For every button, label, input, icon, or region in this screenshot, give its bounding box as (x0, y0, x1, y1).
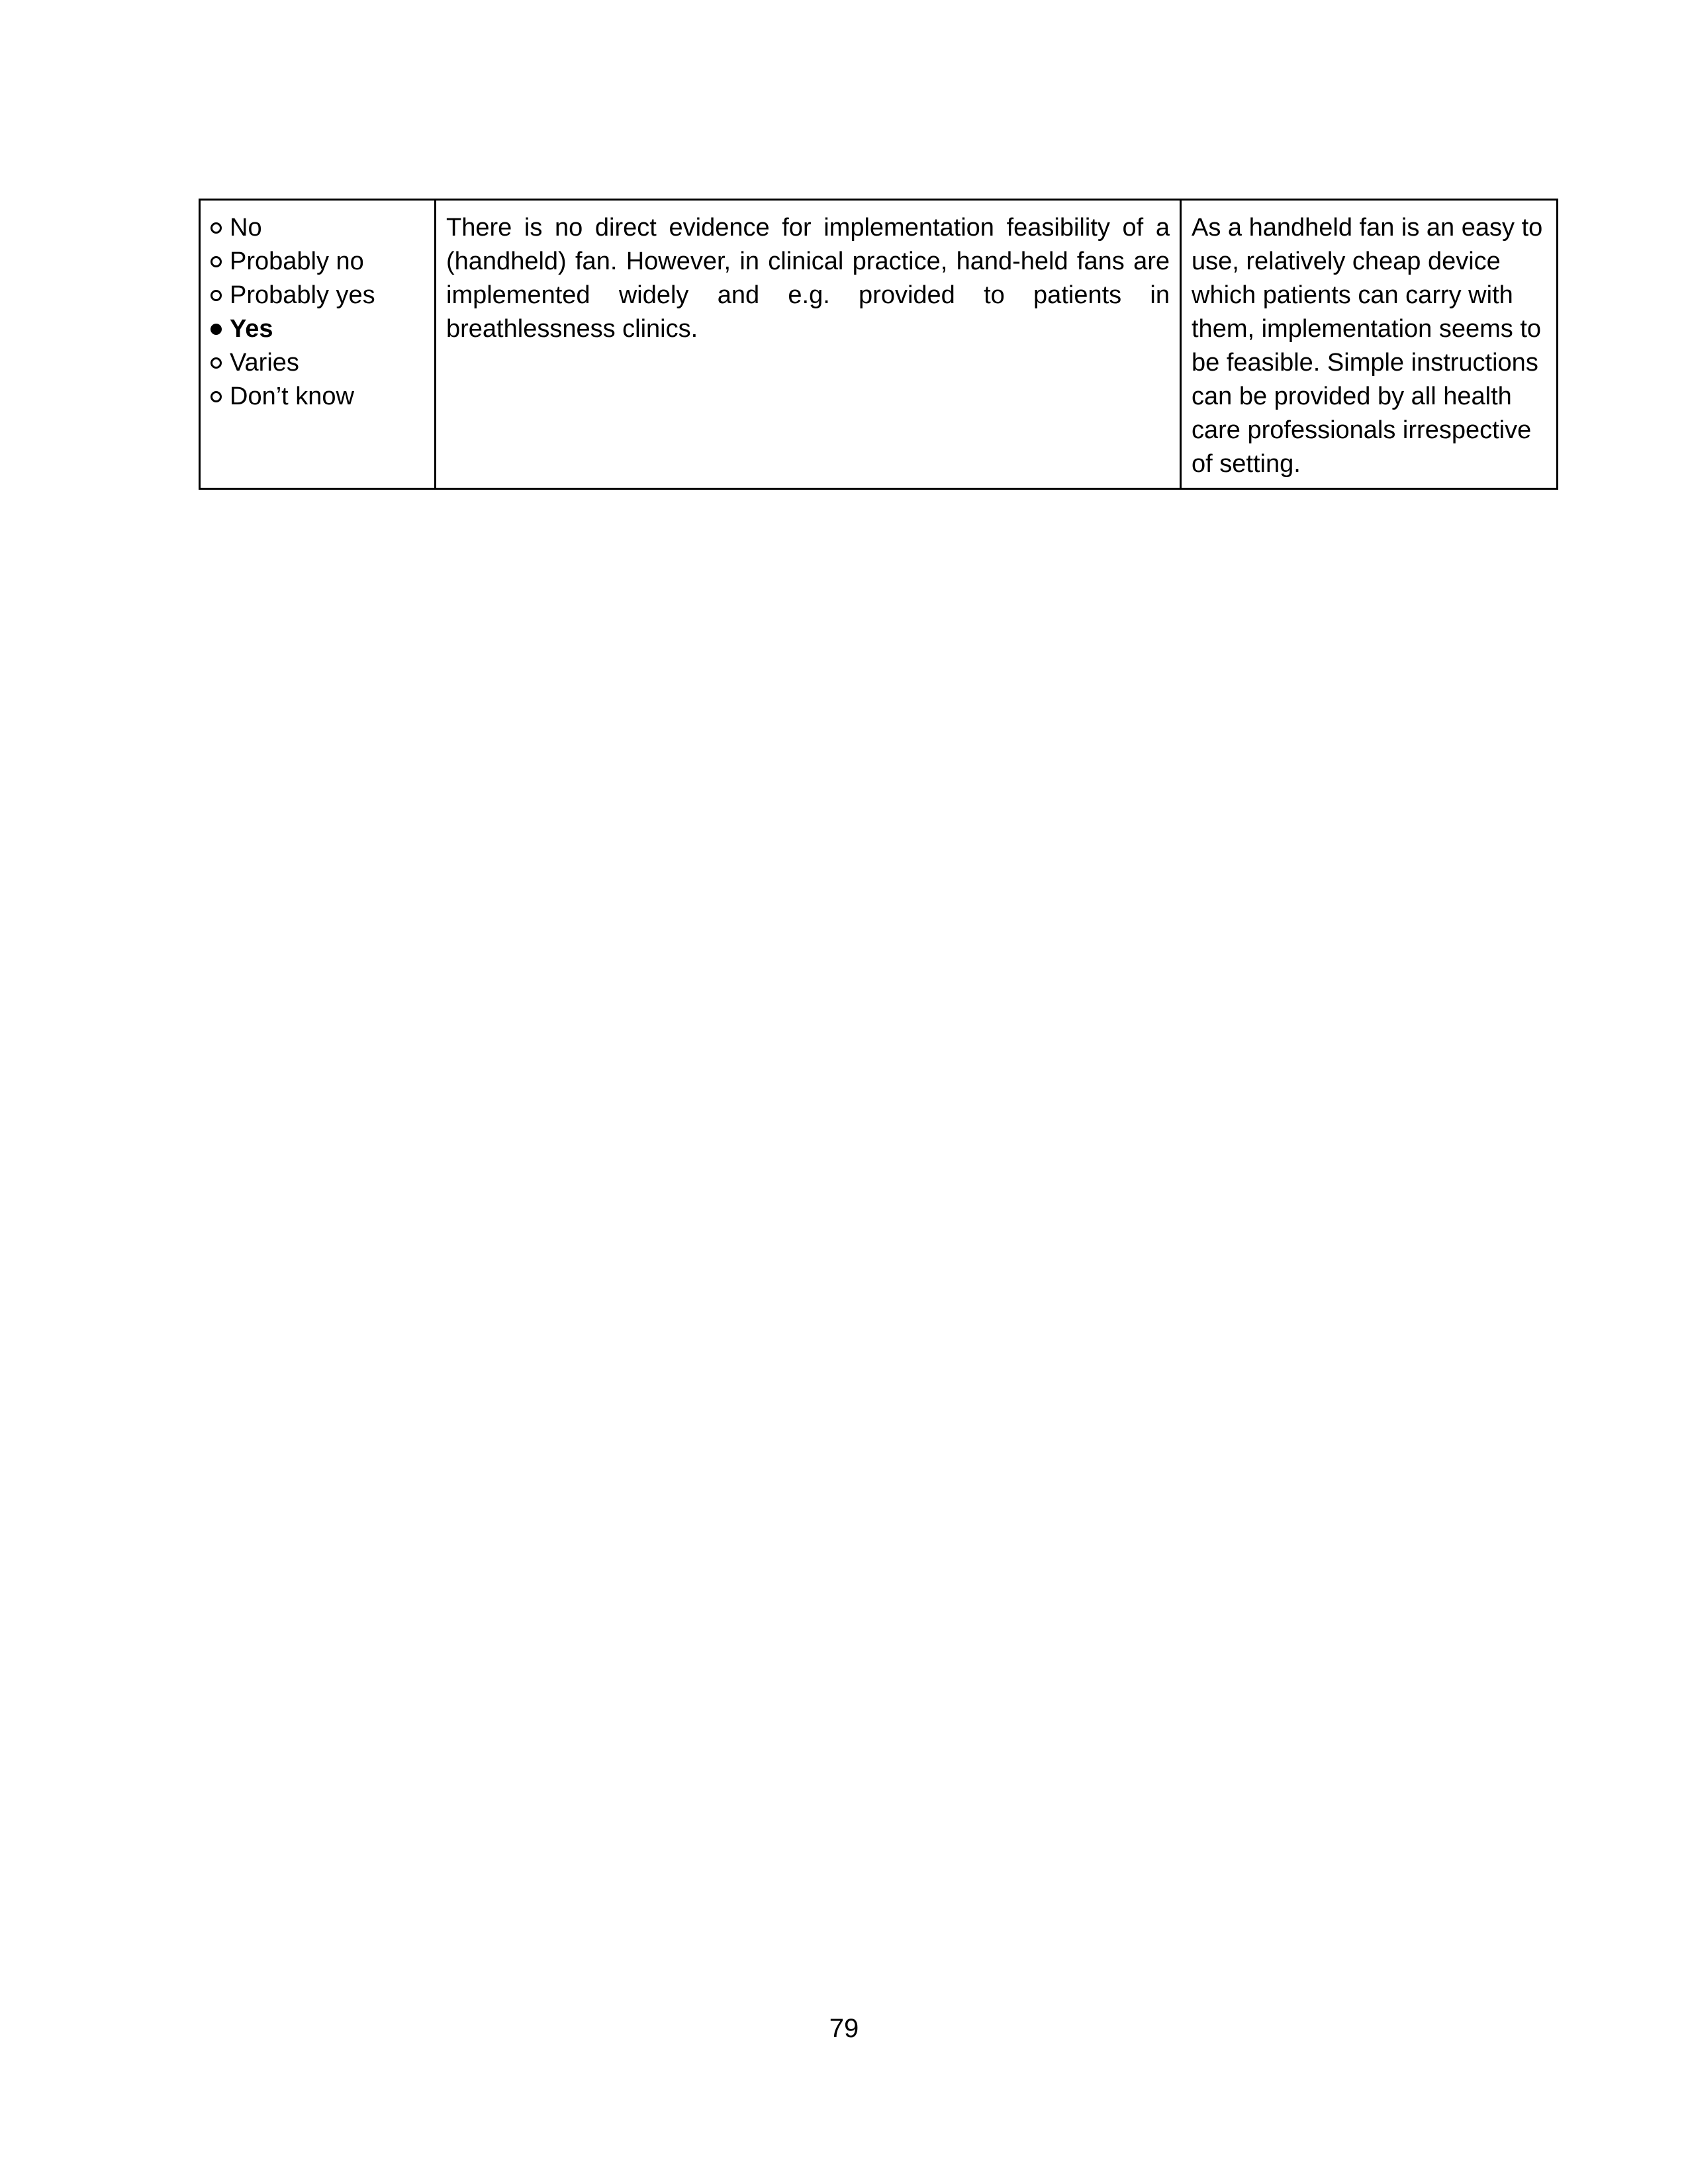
option-label: Varies (230, 349, 299, 377)
additional-considerations-cell (1181, 200, 1558, 489)
additional-considerations-text: As a handheld fan is an easy to use, relatively cheap device which patients can carry with them, implementation seems to be feasible. Simple instructions can be provided by all health care professionals irrespective of setting. (1192, 214, 1543, 478)
option-probably-yes (211, 279, 424, 312)
radio-empty-icon (211, 256, 222, 267)
option-yes (211, 312, 424, 346)
option-probably-no (211, 245, 424, 279)
radio-filled-icon (211, 324, 222, 335)
research-evidence-text: There is no direct evidence for implementation feasibility of a (handheld) fan. However, in clinical practice, hand-held fans are implemented widely and e.g. provided to patients in breathlessness clinics. (446, 214, 1170, 343)
radio-empty-icon (211, 357, 222, 369)
option-label: Probably no (230, 248, 364, 275)
radio-empty-icon (211, 290, 222, 301)
option-varies (211, 346, 424, 380)
option-label: Yes (230, 315, 273, 343)
table-row (200, 200, 1558, 489)
option-label: Probably yes (230, 281, 375, 309)
judgement-options (211, 211, 424, 414)
option-label: Don’t know (230, 383, 354, 410)
feasibility-table (199, 199, 1558, 490)
option-label: No (230, 214, 262, 242)
radio-empty-icon (211, 222, 222, 234)
option-dont-know (211, 380, 424, 414)
page-number: 79 (829, 2014, 859, 2043)
judgement-cell (200, 200, 436, 489)
research-evidence-cell (436, 200, 1181, 489)
radio-empty-icon (211, 391, 222, 402)
option-no (211, 211, 424, 245)
